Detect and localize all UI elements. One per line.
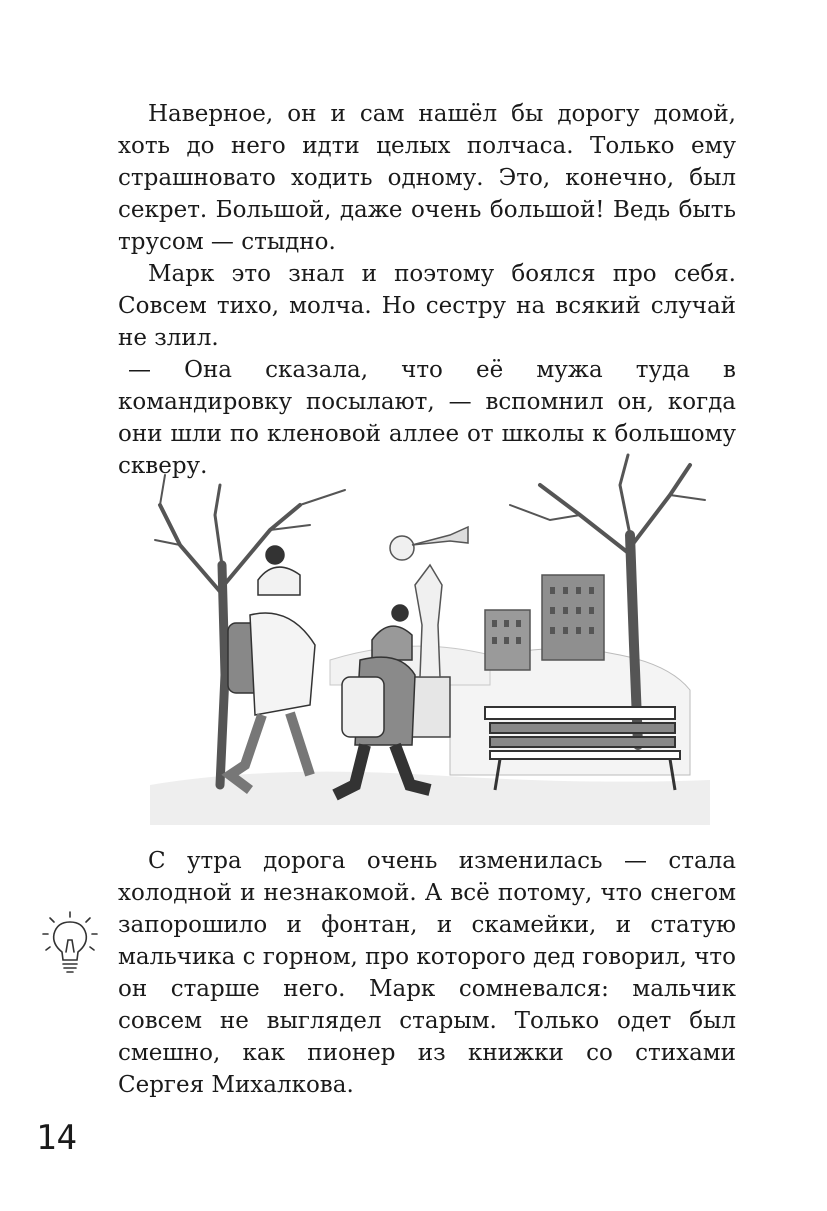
older-child [228,546,315,790]
page-number: 14 [36,1118,77,1158]
bottom-text-block [118,845,736,1101]
buildings [485,575,604,670]
top-text-block [118,98,736,482]
winter-park-illustration [150,445,710,825]
lightbulb-icon [40,910,100,980]
paragraph: Наверное, он и сам нашёл бы дорогу домой, хоть до него идти целых полчаса. Только ему страшновато ходить одному. Это, конечно, был секрет. Большой, даже очень большой! Ведь быть трусом — стыдно. [118,101,736,255]
dialogue-paragraph: — Она сказала, что её мужа туда в командировку посылают, — вспомнил он, когда они шли по кленовой аллее от школы к большому скверу. [118,357,736,479]
paragraph: Марк это знал и поэтому боялся про себя. Совсем тихо, молча. Но сестру на всякий случай не злил. [118,261,736,351]
paragraph: С утра дорога очень изменилась — стала холодной и незнакомой. А всё потому, что снегом запорошило и фонтан, и скамейки, и статую мальчика с горном, про которого дед говорил, что он старше него. Марк сомневался: мальчик совсем не выглядел старым. Только одет был смешно, как пионер из книжки со стихами Сергея Михалкова. [118,848,736,1098]
